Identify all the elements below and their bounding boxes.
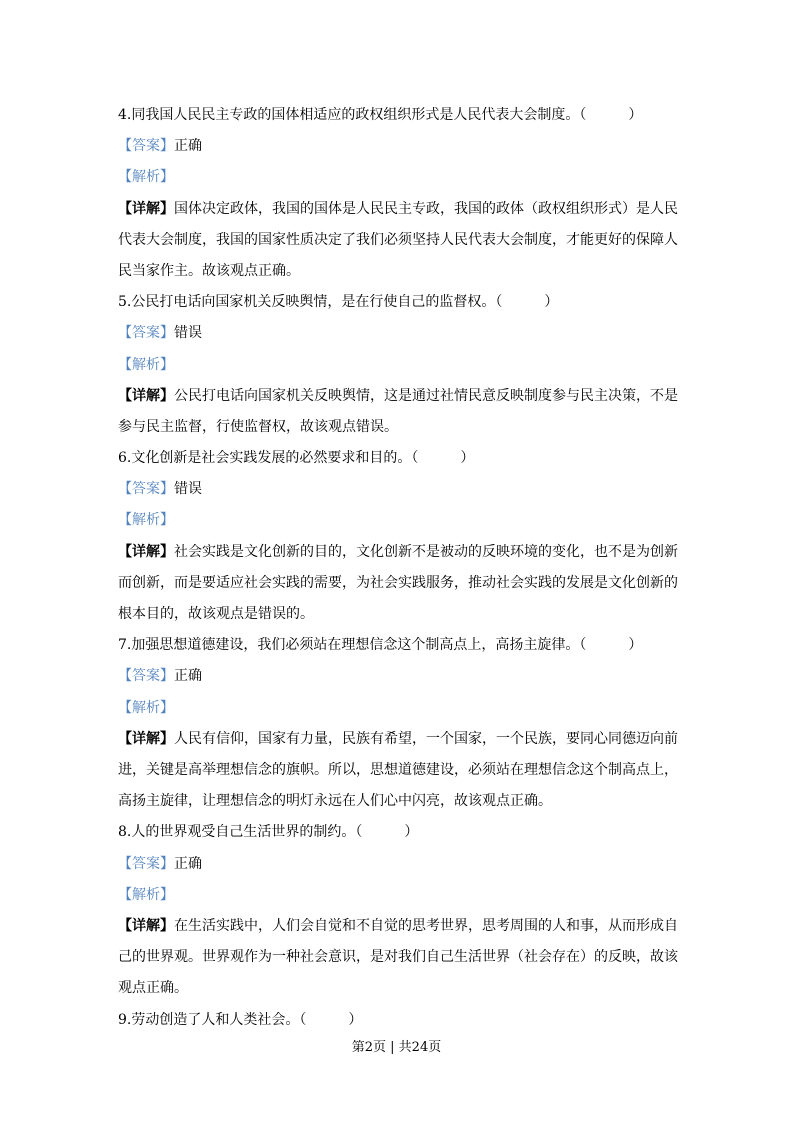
analysis-5 bbox=[118, 350, 678, 381]
analysis-7 bbox=[118, 693, 678, 724]
detail-tag: 【详解】 bbox=[118, 387, 174, 404]
question-8: 8.人的世界观受自己生活世界的制约。（ ） bbox=[118, 824, 419, 841]
answer-tag: 【答案】 bbox=[118, 138, 174, 155]
answer-value: 错误 bbox=[174, 325, 202, 342]
answer-tag: 【答案】 bbox=[118, 481, 174, 498]
answer-tag: 【答案】 bbox=[118, 855, 174, 872]
detail-6 bbox=[118, 537, 678, 631]
answer-value: 错误 bbox=[174, 481, 202, 498]
detail-text: 公民打电话向国家机关反映舆情，这是通过社情民意反映制度参与民主决策，不是参与民主监督，行使监督权，故该观点错误。 bbox=[118, 387, 678, 435]
answer-value: 正确 bbox=[174, 668, 202, 685]
detail-4 bbox=[118, 194, 678, 288]
detail-5 bbox=[118, 381, 678, 443]
analysis-tag: 【解析】 bbox=[118, 512, 174, 529]
question-7: 7.加强思想道德建设，我们必须站在理想信念这个制高点上，高扬主旋律。（ ） bbox=[118, 637, 643, 654]
answer-tag: 【答案】 bbox=[118, 668, 174, 685]
analysis-tag: 【解析】 bbox=[118, 699, 174, 716]
answer-6 bbox=[118, 474, 678, 505]
answer-7 bbox=[118, 661, 678, 692]
answer-8 bbox=[118, 849, 678, 880]
page-content bbox=[118, 100, 678, 1036]
detail-7 bbox=[118, 724, 678, 818]
analysis-tag: 【解析】 bbox=[118, 886, 174, 903]
detail-tag: 【详解】 bbox=[118, 200, 174, 217]
analysis-4 bbox=[118, 162, 678, 193]
answer-value: 正确 bbox=[174, 138, 202, 155]
question-6: 6.文化创新是社会实践发展的必然要求和目的。（ ） bbox=[118, 450, 475, 467]
detail-text: 社会实践是文化创新的目的，文化创新不是被动的反映环境的变化，也不是为创新而创新，而是要适应社会实践的需要，为社会实践服务，推动社会实践的发展是文化创新的根本目的，故该观点是错误的。 bbox=[118, 543, 678, 623]
analysis-8 bbox=[118, 880, 678, 911]
analysis-tag: 【解析】 bbox=[118, 356, 174, 373]
detail-tag: 【详解】 bbox=[118, 730, 174, 747]
page-footer: 第2页 | 共24页 bbox=[351, 1040, 442, 1055]
answer-tag: 【答案】 bbox=[118, 325, 174, 342]
analysis-6 bbox=[118, 505, 678, 536]
answer-5 bbox=[118, 318, 678, 349]
detail-tag: 【详解】 bbox=[118, 917, 174, 934]
detail-8 bbox=[118, 911, 678, 1005]
detail-tag: 【详解】 bbox=[118, 543, 174, 560]
question-4: 4.同我国人民民主专政的国体相适应的政权组织形式是人民代表大会制度。（ ） bbox=[118, 107, 643, 123]
detail-text: 在生活实践中，人们会自觉和不自觉的思考世界，思考周围的人和事，从而形成自己的世界观。世界观作为一种社会意识，是对我们自己生活世界（社会存在）的反映，故该观点正确。 bbox=[118, 917, 678, 997]
analysis-tag: 【解析】 bbox=[118, 169, 174, 186]
answer-4 bbox=[118, 131, 678, 162]
question-5: 5.公民打电话向国家机关反映舆情，是在行使自己的监督权。（ ） bbox=[118, 294, 559, 311]
detail-text: 人民有信仰，国家有力量，民族有希望，一个国家，一个民族，要同心同德迈向前进，关键是高举理想信念的旗帜。所以，思想道德建设，必须站在理想信念这个制高点上，高扬主旋律，让理想信念的明灯永远在人们心中闪亮，故该观点正确。 bbox=[118, 730, 678, 810]
detail-text: 国体决定政体，我国的国体是人民民主专政，我国的政体（政权组织形式）是人民代表大会制度，我国的国家性质决定了我们必须坚持人民代表大会制度，才能更好的保障人民当家作主。故该观点正确。 bbox=[118, 200, 678, 279]
question-9: 9.劳动创造了人和人类社会。（ ） bbox=[118, 1011, 363, 1028]
answer-value: 正确 bbox=[174, 855, 202, 872]
